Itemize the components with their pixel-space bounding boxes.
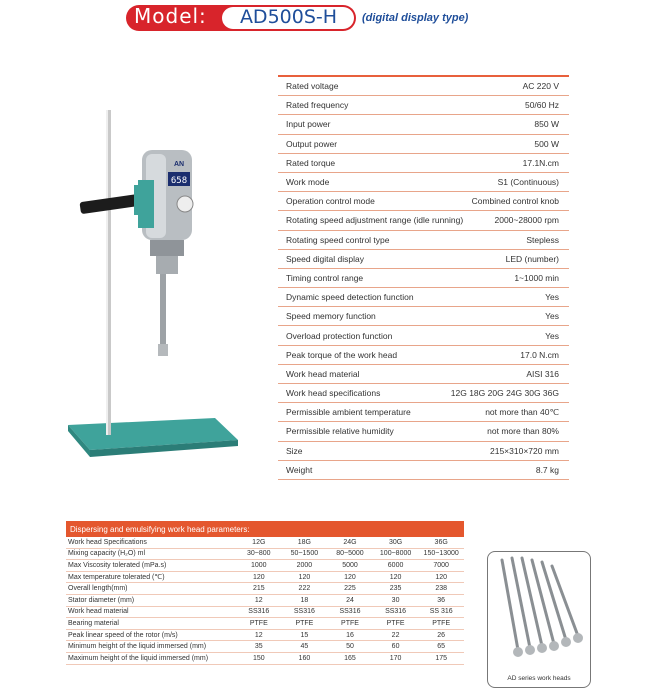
spec-row — [278, 154, 569, 173]
spec-value: Yes — [545, 311, 559, 322]
spec-row — [278, 403, 569, 422]
spec-value: Combined control knob — [471, 196, 559, 207]
model-subtitle: (digital display type) — [362, 12, 469, 24]
spec-row — [278, 422, 569, 441]
spec-row — [278, 231, 569, 250]
param-cell: SS316 — [339, 608, 361, 616]
param-label: Minimum height of the liquid immersed (mm) — [68, 643, 207, 651]
param-cell: 120 — [344, 573, 356, 581]
spec-row — [278, 269, 569, 288]
spec-label: Work head specifications — [286, 388, 381, 399]
param-label: Peak linear speed of the rotor (m/s) — [68, 631, 178, 639]
spec-row — [278, 346, 569, 365]
param-cell: PTFE — [249, 619, 268, 627]
param-row — [66, 572, 464, 584]
spec-label: Size — [286, 445, 303, 456]
spec-value: 12G 18G 20G 24G 30G 36G — [450, 388, 559, 399]
spec-row — [278, 115, 569, 134]
spec-value: not more than 80% — [487, 426, 559, 437]
param-row — [66, 618, 464, 630]
param-row — [66, 583, 464, 595]
spec-value: Yes — [545, 292, 559, 303]
spec-label: Timing control range — [286, 272, 364, 283]
spec-value: not more than 40℃ — [485, 406, 559, 417]
spec-value: 500 W — [534, 138, 559, 149]
param-label: Work head Specifications — [68, 538, 147, 546]
spec-value: AISI 316 — [526, 368, 559, 379]
spec-value: 850 W — [534, 119, 559, 130]
param-row — [66, 537, 464, 549]
spec-label: Output power — [286, 138, 338, 149]
spec-row — [278, 461, 569, 480]
spec-row — [278, 326, 569, 345]
param-label: Max Viscosity tolerated (mPa.s) — [68, 561, 167, 569]
param-cell: 225 — [344, 585, 356, 593]
spec-value: 1~1000 min — [514, 272, 559, 283]
spec-row — [278, 250, 569, 269]
spec-value: 50/60 Hz — [524, 100, 559, 111]
param-cell: 24G — [343, 538, 357, 546]
spec-row — [278, 307, 569, 326]
param-cell: PTFE — [432, 619, 451, 627]
param-cell: 222 — [298, 585, 311, 593]
param-cell: 120 — [298, 573, 311, 581]
param-cell: 65 — [437, 643, 446, 651]
model-label: Model: — [134, 4, 207, 28]
spec-label: Operation control mode — [286, 196, 375, 207]
param-table-title: Dispersing and emulsifying work head parameters: — [66, 521, 464, 537]
param-cell: 15 — [300, 631, 309, 639]
param-label: Work head material — [68, 608, 129, 616]
param-cell: SS316 — [385, 608, 407, 616]
param-cell: 175 — [435, 654, 448, 662]
param-cell: 2000 — [296, 561, 313, 569]
spec-label: Speed memory function — [286, 311, 376, 322]
param-row — [66, 595, 464, 607]
param-cell: 36 — [437, 596, 446, 604]
spec-row — [278, 442, 569, 461]
param-row — [66, 630, 464, 642]
param-cell: 36G — [434, 538, 448, 546]
spec-label: Input power — [286, 119, 331, 130]
spec-label: Work head material — [286, 368, 360, 379]
param-cell: 12 — [254, 631, 263, 639]
spec-label: Permissible ambient temperature — [286, 407, 411, 418]
param-cell: 50~1500 — [290, 550, 319, 558]
spec-row — [278, 365, 569, 384]
spec-value: 215×310×720 mm — [490, 445, 559, 456]
spec-row — [278, 384, 569, 403]
param-cell: SS316 — [293, 608, 315, 616]
param-cell: 235 — [389, 585, 402, 593]
spec-value: 17.0 N.cm — [520, 349, 559, 360]
model-name: AD500S-H — [239, 6, 338, 28]
spec-label: Rated voltage — [286, 81, 339, 92]
param-row — [66, 653, 464, 665]
param-table — [66, 521, 464, 665]
param-cell: 60 — [391, 643, 400, 651]
param-cell: 18G — [297, 538, 311, 546]
spec-label: Work mode — [286, 177, 330, 188]
param-cell: 16 — [346, 631, 354, 639]
param-cell: 12 — [254, 596, 263, 604]
param-cell: 238 — [435, 585, 448, 593]
work-heads-caption: AD series work heads — [507, 675, 571, 682]
spec-value: LED (number) — [505, 253, 559, 264]
param-cell: 30G — [388, 538, 403, 546]
spec-row — [278, 96, 569, 115]
speed-knob — [177, 196, 193, 212]
spec-value: S1 (Continuous) — [497, 177, 559, 188]
param-cell: 120 — [252, 573, 265, 581]
param-cell: 150~13000 — [423, 550, 459, 558]
display-readout: 658 — [170, 176, 188, 186]
param-cell: SS 316 — [429, 608, 453, 616]
param-cell: 22 — [391, 631, 400, 639]
param-row — [66, 560, 464, 572]
param-cell: 30~800 — [247, 550, 271, 558]
param-label: Overall length(mm) — [68, 585, 128, 593]
spec-value: Stepless — [526, 234, 559, 245]
spec-row — [278, 211, 569, 230]
param-label: Mixing capacity (H₂O) ml — [68, 550, 146, 558]
spec-value: 17.1N.cm — [522, 157, 559, 168]
spec-value: 2000~28000 rpm — [494, 215, 559, 226]
spec-label: Permissible relative humidity — [286, 426, 394, 437]
param-label: Max temperature tolerated (℃) — [68, 574, 165, 582]
work-heads-image — [487, 551, 591, 688]
param-cell: 165 — [344, 654, 356, 662]
spec-label: Rotating speed adjustment range (idle running) — [286, 215, 464, 226]
param-cell: 100~8000 — [379, 550, 412, 558]
param-row — [66, 641, 464, 653]
brand-logo: AN — [173, 161, 185, 168]
param-cell: 80~5000 — [336, 550, 364, 558]
spec-row — [278, 192, 569, 211]
homogenizer-image — [60, 100, 250, 470]
spec-value: AC 220 V — [522, 81, 559, 92]
param-row — [66, 607, 464, 619]
spec-value: Yes — [545, 330, 559, 341]
param-cell: 120 — [435, 573, 448, 581]
param-cell: 18 — [300, 596, 309, 604]
work-heads-illustration — [488, 552, 590, 670]
param-cell: 7000 — [433, 561, 449, 569]
spec-label: Dynamic speed detection function — [286, 292, 414, 303]
param-cell: SS316 — [248, 608, 270, 616]
param-label: Stator diameter (mm) — [68, 596, 135, 604]
param-cell: 170 — [389, 654, 402, 662]
spec-label: Rotating speed control type — [286, 234, 390, 245]
param-cell: 30 — [391, 596, 400, 604]
param-cell: PTFE — [295, 619, 314, 627]
spec-row — [278, 288, 569, 307]
param-cell: 1000 — [251, 561, 267, 569]
param-cell: 6000 — [387, 561, 404, 569]
spec-label: Weight — [286, 464, 313, 475]
spec-label: Peak torque of the work head — [286, 349, 398, 360]
spec-row — [278, 173, 569, 192]
param-row — [66, 549, 464, 561]
param-cell: PTFE — [386, 619, 405, 627]
param-cell: PTFE — [341, 619, 359, 627]
spec-row — [278, 77, 569, 96]
param-cell: 160 — [298, 654, 311, 662]
spec-table — [278, 75, 569, 480]
param-cell: 12G — [252, 538, 266, 546]
param-cell: 120 — [389, 573, 402, 581]
spec-row — [278, 135, 569, 154]
param-label: Bearing material — [68, 619, 119, 627]
param-cell: 150 — [252, 654, 265, 662]
param-cell: 45 — [300, 643, 309, 651]
spec-label: Speed digital display — [286, 253, 364, 264]
param-label: Maximum height of the liquid immersed (mm) — [68, 654, 209, 662]
spec-label: Rated torque — [286, 157, 336, 168]
param-cell: 26 — [437, 631, 446, 639]
param-cell: 24 — [346, 596, 354, 604]
spec-label: Rated frequency — [286, 100, 349, 111]
spec-label: Overload protection function — [286, 330, 393, 341]
param-cell: 35 — [254, 643, 263, 651]
param-cell: 5000 — [342, 561, 358, 569]
spec-value: 8.7 kg — [535, 464, 559, 475]
param-cell: 50 — [346, 643, 354, 651]
param-cell: 215 — [252, 585, 265, 593]
work-head-shaft — [160, 274, 166, 344]
